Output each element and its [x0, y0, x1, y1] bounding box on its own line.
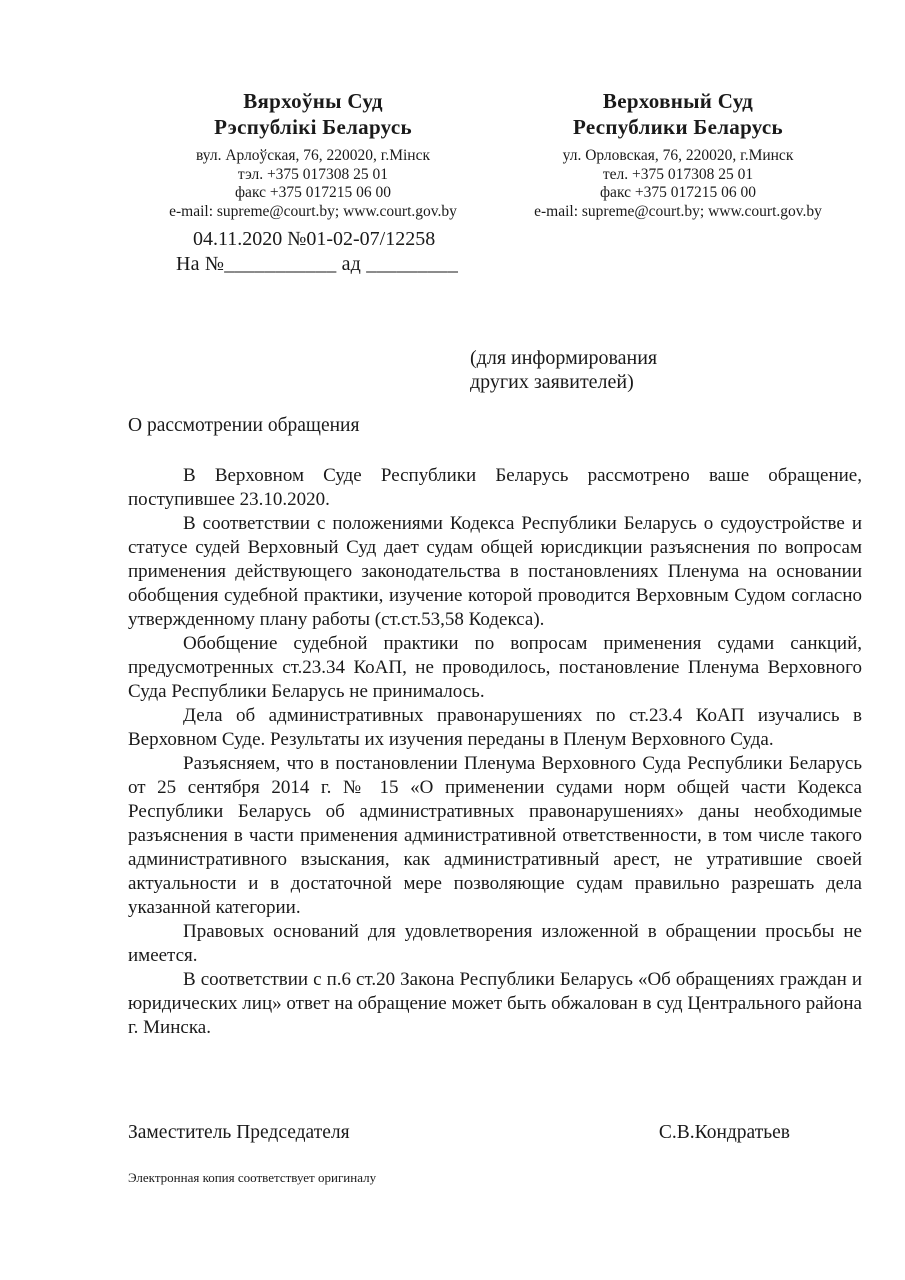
- court-name-russian: [488, 88, 868, 140]
- address-ru: ул. Орловская, 76, 220020, г.Минск: [562, 147, 794, 164]
- outgoing-date-number: 04.11.2020 №01-02-07/12258: [193, 228, 436, 250]
- subject-line: О рассмотрении обращения: [128, 415, 360, 436]
- email-ru: e-mail: supreme@court.by; www.court.gov.by: [534, 202, 822, 220]
- fax-ru: факс +375 017215 06 00: [600, 184, 756, 201]
- fax-by: факс +375 017215 06 00: [235, 184, 391, 201]
- annotation-line1: (для информирования: [470, 347, 658, 369]
- paragraph-2: В соответствии с положениями Кодекса Республики Беларусь о судоустройстве и статусе судей Верховный Суд дает судам общей юрисдикции разъяснения по вопросам применения действующего законодательства в постановлениях Пленума на основании обобщения судебной практики, изучение которой проводится Верховным Судом согласно утвержденному плану работы (ст.ст.53,58 Кодекса).: [128, 513, 862, 630]
- annotation-note: [470, 346, 657, 394]
- incoming-reference-line: На №___________ ад _________: [176, 253, 459, 275]
- paragraph-4: Дела об административных правонарушениях по ст.23.4 КоАП изучались в Верховном Суде. Результаты их изучения переданы в Пленум Верховного Суда.: [128, 705, 862, 750]
- email-by: e-mail: supreme@court.by; www.court.gov.by: [169, 202, 457, 220]
- court-name-ru-line2: Республики Беларусь: [573, 115, 783, 139]
- phone-by: тэл. +375 017308 25 01: [237, 165, 389, 183]
- paragraph-7: В соответствии с п.6 ст.20 Закона Республики Беларусь «Об обращениях граждан и юридических лиц» ответ на обращение может быть обжалован в суд Центрального района г. Минска.: [128, 969, 862, 1038]
- letterhead-belarusian: [148, 88, 478, 221]
- letterhead-russian: [488, 88, 868, 221]
- contacts-belarusian: [148, 147, 478, 221]
- annotation-line2: других заявителей): [470, 371, 634, 393]
- letter-body: [128, 464, 862, 1040]
- contacts-russian: [488, 147, 868, 221]
- paragraph-6: Правовых оснований для удовлетворения изложенной в обращении просьбы не имеется.: [128, 921, 862, 966]
- phone-ru: тел. +375 017308 25 01: [602, 165, 754, 183]
- court-name-by-line2: Рэспублікі Беларусь: [214, 115, 412, 139]
- signer-name: С.В.Кондратьев: [658, 1122, 790, 1143]
- signer-position: Заместитель Председателя: [128, 1122, 350, 1143]
- court-name-ru-line1: Верховный Суд: [602, 89, 754, 113]
- paragraph-1: В Верховном Суде Республики Беларусь рассмотрено ваше обращение, поступившее 23.10.2020.: [128, 465, 862, 510]
- address-by: вул. Арлоўская, 76, 220020, г.Мінск: [195, 147, 431, 164]
- paragraph-3: Обобщение судебной практики по вопросам применения судами санкций, предусмотренных ст.23.34 КоАП, не проводилось, постановление Пленума Верховного Суда Республики Беларусь не принималось.: [128, 633, 862, 702]
- paragraph-5: Разъясняем, что в постановлении Пленума Верховного Суда Республики Беларусь от 25 сентября 2014 г. № 15 «О применении судами норм общей части Кодекса Республики Беларусь об административных правонарушениях» даны необходимые разъяснения в части применения административной ответственности, в том числе такого административного взыскания, как административный арест, не утратившие своей актуальности и в достаточной мере позволяющие судам правильно разрешать дела указанной категории.: [128, 753, 862, 918]
- court-name-by-line1: Вярхоўны Суд: [243, 89, 383, 113]
- signature-row: [128, 1122, 790, 1144]
- court-name-belarusian: [148, 88, 478, 140]
- copy-certification-note: Электронная копия соответствует оригиналу: [128, 1170, 377, 1185]
